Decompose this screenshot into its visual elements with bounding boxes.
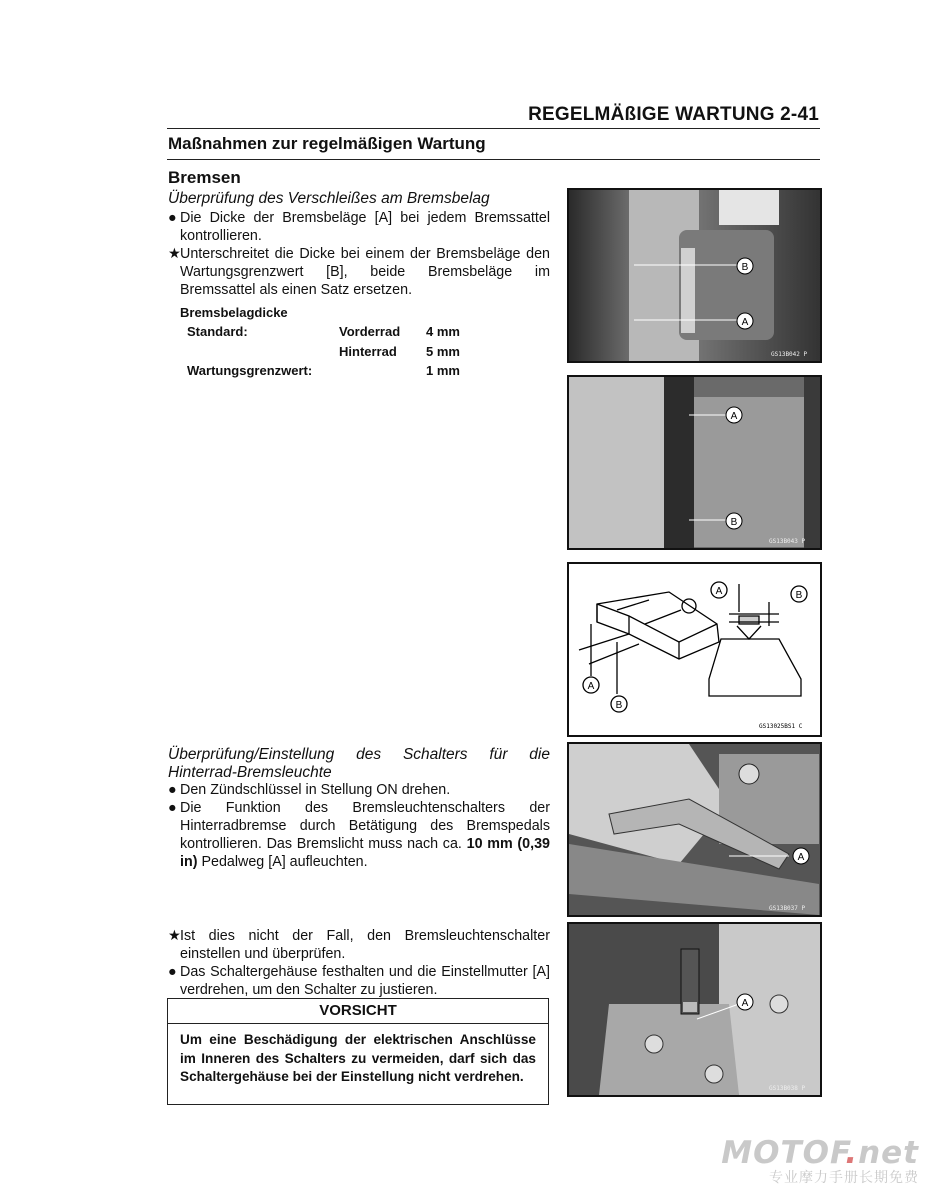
page-header-title: REGELMÄßIGE WARTUNG 2-41 (528, 104, 819, 125)
spec-rear-label: Hinterrad (339, 344, 397, 359)
switch-star-1 (168, 927, 550, 963)
switch-bullet-2-post: Pedalweg [A] aufleuchten. (201, 854, 368, 870)
switch-bullet-1 (168, 781, 550, 799)
switch-bullet-2 (168, 799, 550, 871)
watermark-tagline: 专业摩力手册长期免费 (769, 1169, 919, 1185)
figure-brake-pedal-photo (567, 742, 822, 917)
fig2-callout-a: A (730, 411, 738, 422)
watermark-brand-main: MOTOF (721, 1135, 846, 1171)
brakes-heading: Bremsen (168, 168, 241, 187)
figure-brake-switch-photo (567, 922, 822, 1097)
switch-bullet-2-text (180, 799, 550, 871)
figure-rear-caliper-photo (567, 375, 822, 550)
brake-pedal-illustration (569, 744, 820, 915)
caution-title: VORSICHT (168, 999, 548, 1024)
bullet-symbol: ● (168, 210, 177, 226)
fig1-callout-b: B (741, 262, 749, 273)
fig5-callout-a: A (741, 998, 749, 1009)
switch-star-1-text: Ist dies nicht der Fall, den Bremsleuchtenschalter einstellen und überprüfen. (180, 928, 550, 962)
spec-title: Bremsbelagdicke (180, 305, 288, 320)
fig3-callout-a-right: A (715, 586, 723, 597)
figure-front-caliper-photo (567, 188, 822, 363)
caution-box (167, 998, 549, 1105)
bullet-symbol: ● (168, 964, 177, 980)
pad-check-star-1-text: Unterschreitet die Dicke bei einem der Bremsbeläge den Wartungsgrenzwert [B], beide Bremsbeläge im Bremssattel als einen Satz ersetzen. (180, 246, 550, 298)
pad-check-title: Überprüfung des Verschleißes am Bremsbelag (168, 190, 490, 207)
caution-text: Um eine Beschädigung der elektrischen Anschlüsse im Inneren des Schalters zu vermeiden, darf sich das Schaltergehäuse bei der Einstellung nicht verdrehen. (180, 1032, 536, 1084)
fig3-callout-b-right: B (795, 590, 803, 601)
bullet-symbol: ● (168, 782, 177, 798)
spec-standard-label: Standard: (187, 324, 248, 339)
section-title: Maßnahmen zur regelmäßigen Wartung (168, 134, 486, 153)
switch-title: Überprüfung/Einstellung des Schalters für die Hinterrad-Bremsleuchte (168, 746, 550, 781)
watermark-brand-dot: . (845, 1135, 859, 1171)
pad-check-star-1 (168, 245, 550, 299)
front-caliper-illustration (569, 190, 820, 361)
spec-limit-value: 1 mm (426, 363, 460, 378)
fig5-code: GS13B038 P (769, 1085, 806, 1092)
brake-switch-illustration (569, 924, 820, 1095)
fig1-callout-a: A (741, 317, 749, 328)
fig3-callout-a-left: A (587, 681, 595, 692)
bullet-symbol: ● (168, 800, 177, 816)
spec-front-value: 4 mm (426, 324, 460, 339)
switch-bullet-3 (168, 963, 550, 999)
pad-check-bullet-1-text: Die Dicke der Bremsbeläge [A] bei jedem Bremssattel kontrollieren. (180, 210, 550, 244)
watermark-brand-tld: net (858, 1135, 919, 1171)
pad-check-bullet-1 (168, 209, 550, 245)
switch-bullet-2-bold: 10 mm (0,39 in) (180, 836, 550, 870)
switch-bullet-3-text: Das Schaltergehäuse festhalten und die Einstellmutter [A] verdrehen, um den Schalter zu justieren. (180, 964, 550, 998)
header-divider (167, 128, 820, 129)
rear-caliper-illustration (569, 377, 820, 548)
fig1-code: GS13B042 P (771, 351, 808, 358)
figure-brake-pad-diagram (567, 562, 822, 737)
spec-limit-label: Wartungsgrenzwert: (187, 363, 313, 378)
fig3-code: GS13025BS1 C (759, 723, 803, 730)
spec-front-label: Vorderrad (339, 324, 401, 339)
spec-rear-value: 5 mm (426, 344, 460, 359)
switch-bullet-1-text: Den Zündschlüssel in Stellung ON drehen. (180, 782, 451, 798)
section-divider (167, 159, 820, 160)
brake-pad-diagram (569, 564, 820, 735)
fig2-callout-b: B (730, 517, 738, 528)
star-symbol: ★ (168, 246, 181, 262)
star-symbol: ★ (168, 928, 181, 944)
watermark-brand (721, 1135, 919, 1171)
watermark (721, 1135, 919, 1187)
fig3-callout-b-left: B (615, 700, 623, 711)
fig2-code: GS13B043 P (769, 538, 806, 545)
fig4-code: GS13B037 P (769, 905, 806, 912)
switch-bullet-2-pre: Die Funktion des Bremsleuchtenschalters der Hinterradbremse durch Betätigung des Bremspedals kontrollieren. Das Bremslicht muss nach ca. (180, 800, 550, 852)
fig4-callout-a: A (797, 852, 805, 863)
